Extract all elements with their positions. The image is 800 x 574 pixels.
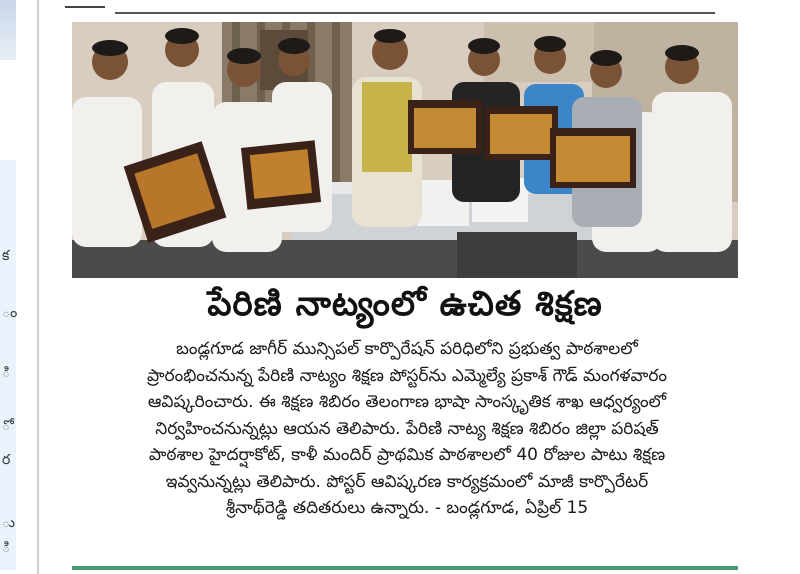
article-line: బండ్లగూడ జాగీర్ మున్సిపల్ కార్పొరేషన్ పరిధిలోని ప్రభుత్వ పాఠశాలలో — [176, 339, 638, 359]
news-photo-illustration — [72, 22, 738, 278]
column-divider — [37, 0, 39, 574]
article-line: శ్రీనాథ్‌రెడ్డి తదితరులు ఉన్నారు. - బండ్లగూడ, ఏప్రిల్ 15 — [225, 498, 589, 518]
adjacent-column-clip — [0, 0, 40, 574]
adjacent-text-fragment: ు — [2, 515, 15, 531]
article-line: ఇవ్వనున్నట్లు తెలిపారు. పోస్టర్ ఆవిష్కరణ కార్యక్రమంలో మాజీ కార్పొరేటర్ — [165, 471, 649, 492]
adjacent-text-fragment: ం — [2, 305, 18, 321]
adjacent-text-fragment: ో — [2, 418, 11, 434]
top-rule-fragment — [65, 0, 105, 8]
top-rule — [115, 12, 715, 14]
article-line: ఆవిష్కరించారు. ఈ శిక్షణ శిబిరం తెలంగాణ భాషా సాంస్కృతిక శాఖ ఆధ్వర్యంలో — [147, 392, 667, 412]
article-line: పాఠశాల హైదర్షాకోట్, కాళీ మందిర్ ప్రాథమిక పాఠశాలలో 40 రోజుల పాటు శిక్షణ — [148, 445, 666, 465]
article-line: నిర్వహించనున్నట్లు ఆయన తెలిపారు. పేరిణి నాట్య శిక్షణ శిబిరం జిల్లా పరిషత్ — [155, 418, 659, 439]
article-body — [82, 336, 732, 522]
article-line: ప్రారంభించనున్న పేరిణి నాట్యం శిక్షణ పోస్టర్‌ను ఎమ్మెల్యే ప్రకాశ్ గౌడ్ మంగళవారం — [146, 365, 668, 386]
adjacent-text-fragment: ి — [2, 365, 11, 381]
adjacent-text-fragment: ర — [2, 452, 11, 468]
adjacent-text-fragment: క — [2, 248, 10, 264]
poster — [241, 140, 321, 209]
adjacent-text-fragment: ి — [2, 540, 11, 556]
headline: పేరిణి నాట్యంలో ఉచిత శిక్షణ — [207, 284, 603, 324]
poster — [484, 106, 558, 160]
poster — [408, 100, 482, 154]
bottom-rule — [72, 566, 738, 570]
poster — [550, 128, 636, 188]
news-photo — [72, 22, 738, 278]
adjacent-image-fragment — [0, 0, 16, 60]
